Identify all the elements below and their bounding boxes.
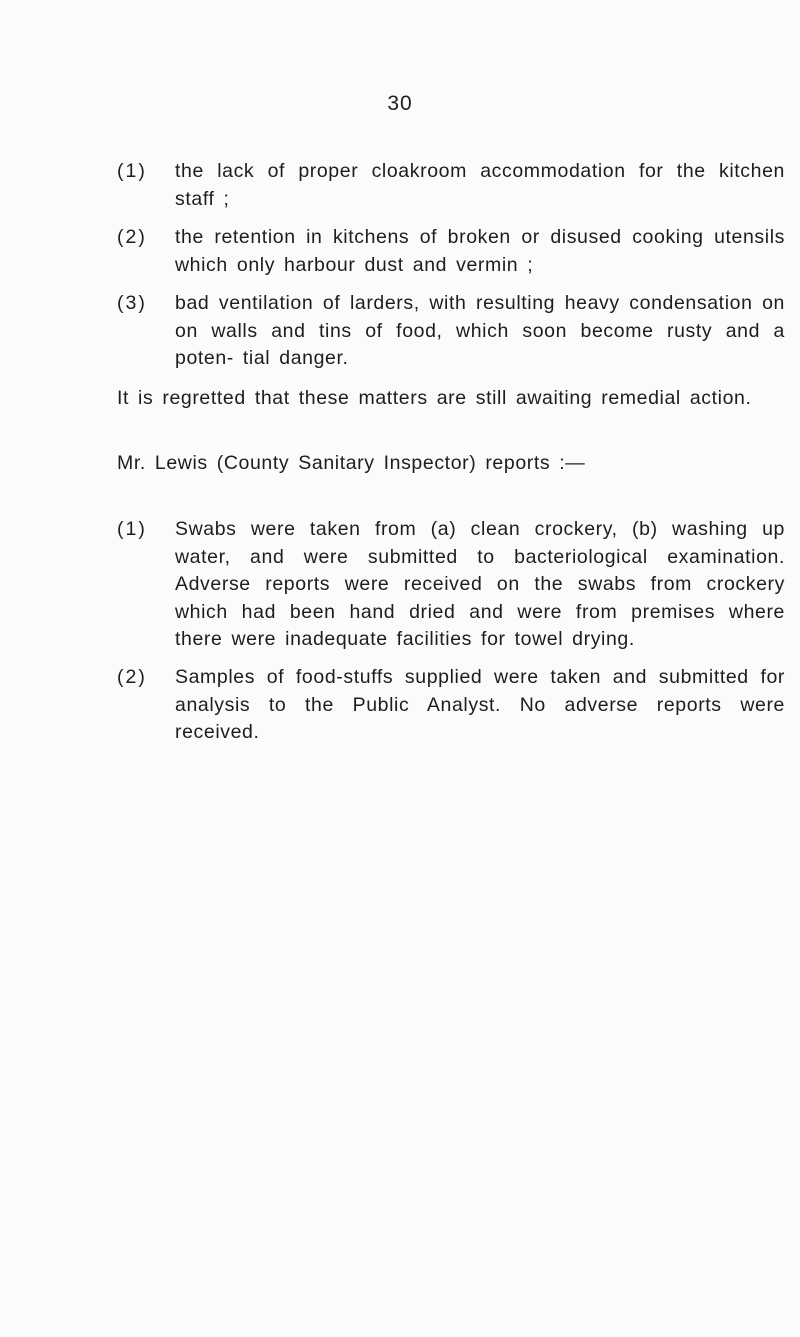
item-text: the lack of proper cloakroom accommodation for the kitchen staff ; <box>175 160 785 210</box>
list-item <box>117 290 785 373</box>
item-number: (1) <box>117 518 147 540</box>
item-text: the retention in kitchens of broken or disused cooking utensils which only harbour dust and vermin ; <box>175 226 785 276</box>
paragraph-report-intro: Mr. Lewis (County Sanitary Inspector) reports :— <box>117 452 586 474</box>
item-text: Samples of food-stuffs supplied were taken and submitted for analysis to the Public Analyst. No adverse reports were received. <box>175 666 785 743</box>
item-text: Swabs were taken from (a) clean crockery, (b) washing up water, and were submitted to bacteriological examination. Adverse reports were received on the swabs from crockery which had been hand dried and were from premises where there were inadequate facilities for towel drying. <box>175 518 785 650</box>
paragraph-regret: It is regretted that these matters are still awaiting remedial action. <box>117 387 752 409</box>
item-number: (1) <box>117 160 147 182</box>
item-number: (2) <box>117 666 147 688</box>
list-item <box>117 664 785 747</box>
item-number: (3) <box>117 292 147 314</box>
item-text: bad ventilation of larders, with resulting heavy condensation on on walls and tins of food, which soon become rusty and a poten- tial danger. <box>175 292 785 369</box>
item-number: (2) <box>117 226 147 248</box>
list-item <box>117 516 785 654</box>
list-item <box>117 158 785 213</box>
list-item <box>117 224 785 279</box>
page-number: 30 <box>387 92 413 115</box>
